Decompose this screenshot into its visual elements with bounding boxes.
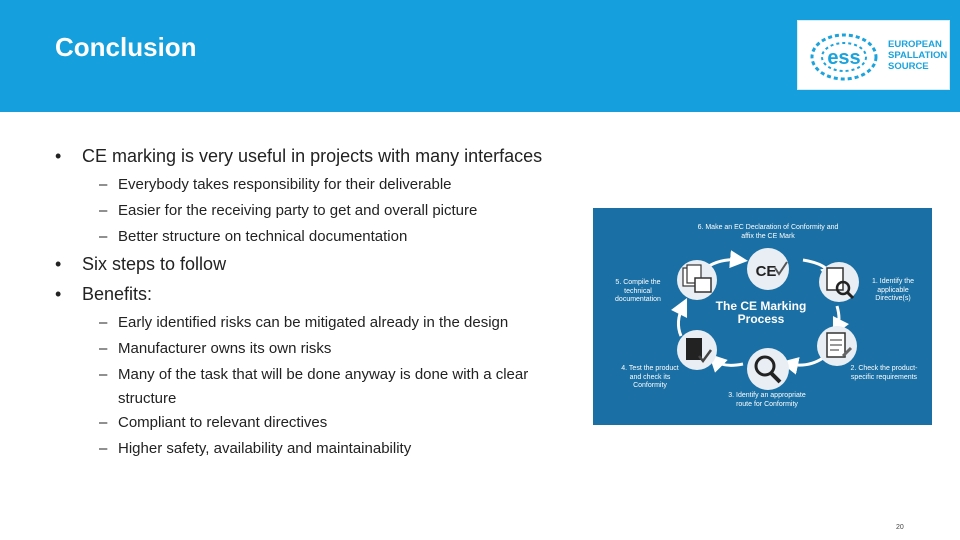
- sub-bullet-text: Many of the task that will be done anyway is done with a clear structure: [118, 366, 529, 407]
- step-6-label: 6. Make an EC Declaration of Conformity and affix the CE Mark: [697, 224, 839, 240]
- logo-line-1: EUROPEAN: [888, 39, 942, 50]
- ess-logo: [797, 20, 950, 90]
- sub-bullet: – Manufacturer owns its own risks: [99, 340, 332, 357]
- step-3-label: 3. Identify an appropriate route for Conformity: [728, 392, 806, 408]
- step-6-icon: [747, 248, 789, 290]
- sub-bullet-text: Everybody takes responsibility for their deliverable: [118, 176, 452, 193]
- page-number: 20: [896, 524, 904, 531]
- bullet-3: • Benefits:: [55, 284, 153, 304]
- step-2-label: 2. Check the product-specific requirements: [850, 365, 918, 381]
- sub-bullet: – Many of the task that will be done anyway is done with a clear structure: [99, 366, 529, 407]
- bullet-3-text: Benefits:: [82, 284, 153, 304]
- sub-bullet-text: Early identified risks can be mitigated already in the design: [118, 314, 509, 331]
- bullet-1-text: CE marking is very useful in projects with many interfaces: [82, 146, 543, 166]
- svg-text:ess: ess: [827, 47, 861, 69]
- sub-bullet-text: Manufacturer owns its own risks: [118, 340, 332, 357]
- step-3-icon: [747, 348, 789, 390]
- slide-title: Conclusion: [55, 32, 197, 62]
- step-5-icon: [677, 260, 717, 300]
- sub-bullet: – Early identified risks can be mitigated already in the design: [99, 314, 509, 331]
- sub-bullet-text: Better structure on technical documentation: [118, 228, 408, 245]
- sub-bullet: – Better structure on technical documentation: [99, 228, 408, 245]
- step-4-label: 4. Test the product and check its Conformity: [621, 365, 679, 389]
- logo-wordmark: [888, 39, 947, 72]
- step-1-icon: [819, 262, 859, 302]
- step-2-icon: [817, 326, 857, 366]
- step-1-label: 1. Identify the applicable Directive(s): [871, 278, 915, 302]
- step-5-label: 5. Compile the technical documentation: [615, 279, 661, 303]
- bullet-2: • Six steps to follow: [55, 254, 227, 274]
- sub-bullet: – Easier for the receiving party to get and overall picture: [99, 202, 478, 219]
- sub-bullet: – Higher safety, availability and maintainability: [99, 440, 412, 457]
- ess-logo-icon: [806, 27, 886, 83]
- sub-bullet-text: Higher safety, availability and maintainability: [118, 440, 412, 457]
- sub-bullet: – Compliant to relevant directives: [99, 414, 328, 431]
- logo-line-3: SOURCE: [888, 61, 929, 72]
- bullet-1: • CE marking is very useful in projects with many interfaces: [55, 146, 543, 166]
- sub-bullet-text: Compliant to relevant directives: [118, 414, 328, 431]
- bullet-2-text: Six steps to follow: [82, 254, 227, 274]
- step-4-icon: [677, 330, 717, 370]
- sub-bullet: – Everybody takes responsibility for their deliverable: [99, 176, 452, 193]
- ce-marking-diagram: [593, 208, 932, 425]
- diagram-center-title: The CE Marking Process: [715, 299, 807, 326]
- logo-line-2: SPALLATION: [888, 50, 948, 61]
- ce-mark-text: CE: [755, 263, 777, 280]
- header-bar: [0, 0, 960, 112]
- sub-bullet-text: Easier for the receiving party to get and overall picture: [118, 202, 478, 219]
